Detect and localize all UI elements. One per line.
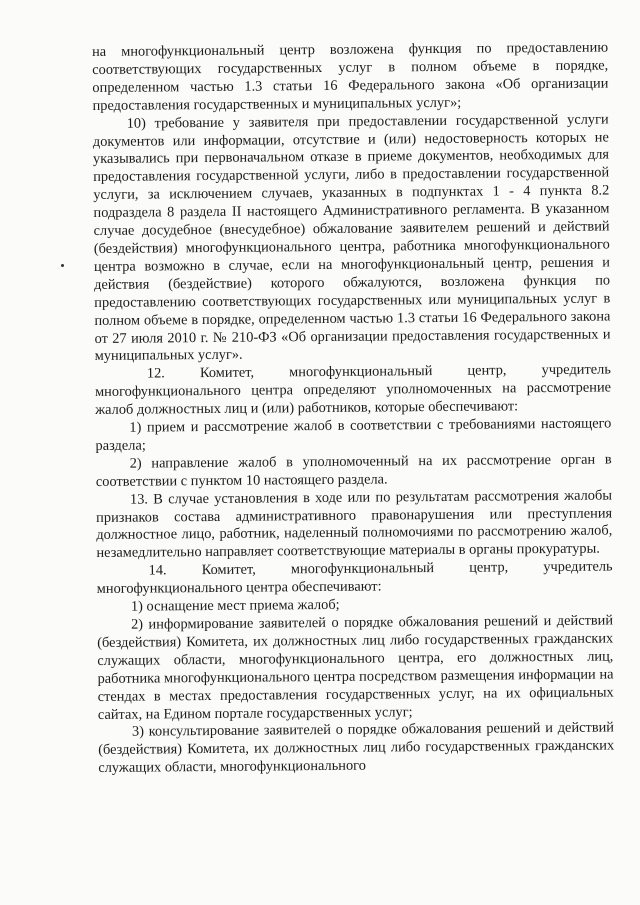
paragraph-13: 13. В случае установления в ходе или по результатам рассмотрения жалобы признаков состава административного правонарушения или преступления должностное лицо, работник, наделенный полномочиями по рассмотрению жалоб, незамедлительно направляет соответствующие материалы в органы прокуратуры. bbox=[96, 487, 613, 562]
margin-dot bbox=[61, 264, 64, 267]
paragraph-12-item-2: 2) направление жалоб в уполномоченный на их рассмотрение орган в соответствии с пунктом 10 настоящего раздела. bbox=[95, 451, 612, 490]
paragraph-14-item-2: 2) информирование заявителей о порядке обжалования решений и действий (бездействия) Комитета, их должностных лиц либо государственных гражданских служащих области, многофункционального центра, его должностных лиц, работника многофункционального центра посредством размещения информации на стендах в местах предоставления государственных услуг, на их официальных сайтах, на Едином портале государственных услуг; bbox=[97, 612, 614, 723]
paragraph-14-item-3: 3) консультирование заявителей о порядке обжалования решений и действий (бездействия) Комитета, их должностных лиц либо государственных гражданских служащих области, многофункционального bbox=[98, 719, 615, 777]
paragraph-14-item-1: 1) оснащение мест приема жалоб; bbox=[130, 596, 340, 615]
paragraph-12-item-1: 1) прием и рассмотрение жалоб в соответствии с требованиями настоящего раздела; bbox=[95, 415, 612, 454]
paragraph-continuation: на многофункциональный центр возложена функция по предоставлению соответствующих государственных услуг в полном объеме в порядке, определенном частью 1.3 статьи 16 Федерального закона «Об организации предоставления государственных и муниципальных услуг»; bbox=[92, 39, 609, 114]
paragraph-item-10: 10) требование у заявителя при предоставлении государственной услуги документов или информации, отсутствие и (или) недостоверность которых не указывались при первоначальном отказе в приеме документов, необходимых для предоставления государственной услуги, либо в предоставлении государственной услуги, за исключением случаев, указанных в подпунктах 1 - 4 пункта 8.2 подраздела 8 раздела II настоящего Административного регламента. В указанном случае досудебное (внесудебное) обжалование заявителем решений и действий (бездействия) многофункционального центра, работника многофункционального центра возможно в случае, если на многофункциональный центр, решения и действия (бездействие) которого обжалуются, возложена функция по предоставлению соответствующих государственных или муниципальных услуг в полном объеме в порядке, определенном частью 1.3 статьи 16 Федерального закона от 27 июля 2010 г. № 210-ФЗ «Об организации предоставления государственных и муниципальных услуг». bbox=[92, 111, 611, 365]
paragraph-12: 12. Комитет, многофункциональный центр, учредитель многофункционального центра определяют уполномоченных на рассмотрение жалоб должностных лиц и (или) работников, которые обеспечивают: bbox=[94, 361, 612, 419]
document-body bbox=[92, 39, 614, 778]
paragraph-14: 14. Комитет, многофункциональный центр, учредитель многофункционального центра обеспечивают: bbox=[96, 558, 613, 598]
